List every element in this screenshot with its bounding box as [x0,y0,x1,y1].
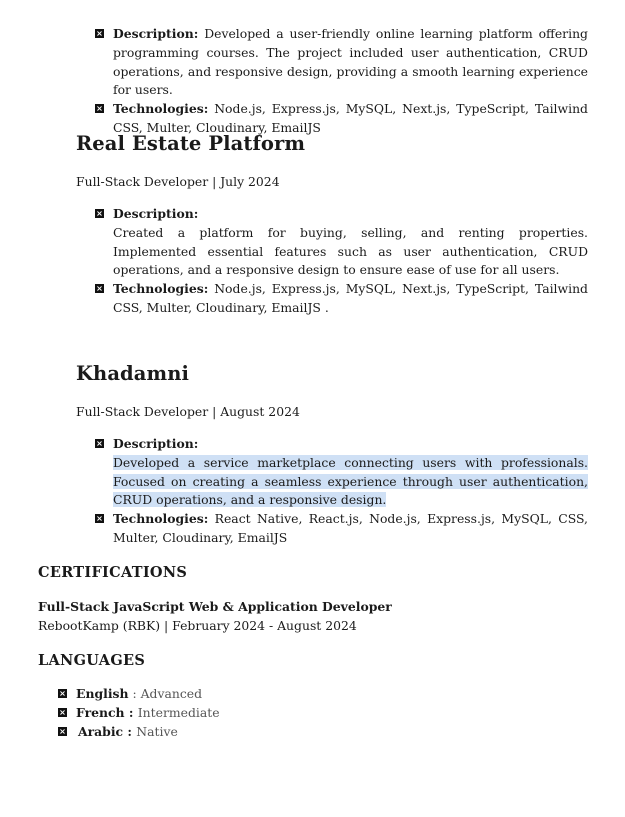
real-estate-bullets [95,205,588,318]
language-item: × English : Advanced [59,686,203,701]
project-meta-khadamni: Full-Stack Developer | August 2024 [76,404,300,419]
description-bullet: × Description: Developed a service marketplace connecting users with professionals. Focused on creating a seamless experience through user authentication, CRUD operations, and a responsive design. [96,436,588,508]
checkbox-bullet-icon: × [96,29,103,38]
top-project-bullets [95,25,588,138]
description-bullet: × Description: Developed a user-friendly online learning platform offering programming courses. The project included user authentication, CRUD operations, and responsive design, providing a smooth learning experience for users. [96,26,588,98]
checkbox-bullet-icon: × [96,209,103,218]
languages-list [58,685,220,741]
technologies-bullet: × Technologies: Node.js, Express.js, MySQL, Next.js, TypeScript, Tailwind CSS, Multer, Cloudinary, EmailJS . [96,281,588,315]
checkbox-bullet-icon: × [96,284,103,294]
checkbox-bullet-icon: × [96,104,103,114]
project-meta-real-estate: Full-Stack Developer | July 2024 [76,174,280,189]
checkbox-bullet-icon: × [59,707,66,717]
selected-text[interactable]: Developed a service marketplace connecting users with professionals. Focused on creating a seamless experience through user authentication, CRUD operations, and a responsive design. [113,454,588,508]
khadamni-bullets [95,435,588,548]
project-title-khadamni: Khadamni [76,362,190,385]
project-title-real-estate: Real Estate Platform [76,132,306,155]
checkbox-bullet-icon: × [96,514,103,524]
technologies-bullet: × Technologies: Node.js, Express.js, MySQL, Next.js, TypeScript, Tailwind CSS, Multer, Cloudinary, EmailJS [96,101,588,135]
section-heading-certifications: CERTIFICATIONS [38,564,188,581]
description-bullet: × Description: Created a platform for buying, selling, and renting properties. Implemented essential features such as user authentication, CRUD operations, and a responsive design to ensure ease of use for all users. [96,206,588,278]
certification-detail: RebootKamp (RBK) | February 2024 - August 2024 [38,618,357,633]
section-heading-languages: LANGUAGES [38,652,146,669]
checkbox-bullet-icon: × [59,689,66,698]
technologies-bullet: × Technologies: React Native, React.js, Node.js, Express.js, MySQL, CSS, Multer, Cloudinary, EmailJS [96,511,588,545]
checkbox-bullet-icon: × [96,439,103,448]
language-item: × French : Intermediate [59,704,220,720]
checkbox-bullet-icon: × [59,726,66,736]
language-item: × Arabic : Native [59,723,178,739]
certification-title: Full-Stack JavaScript Web & Application Developer [38,599,392,614]
